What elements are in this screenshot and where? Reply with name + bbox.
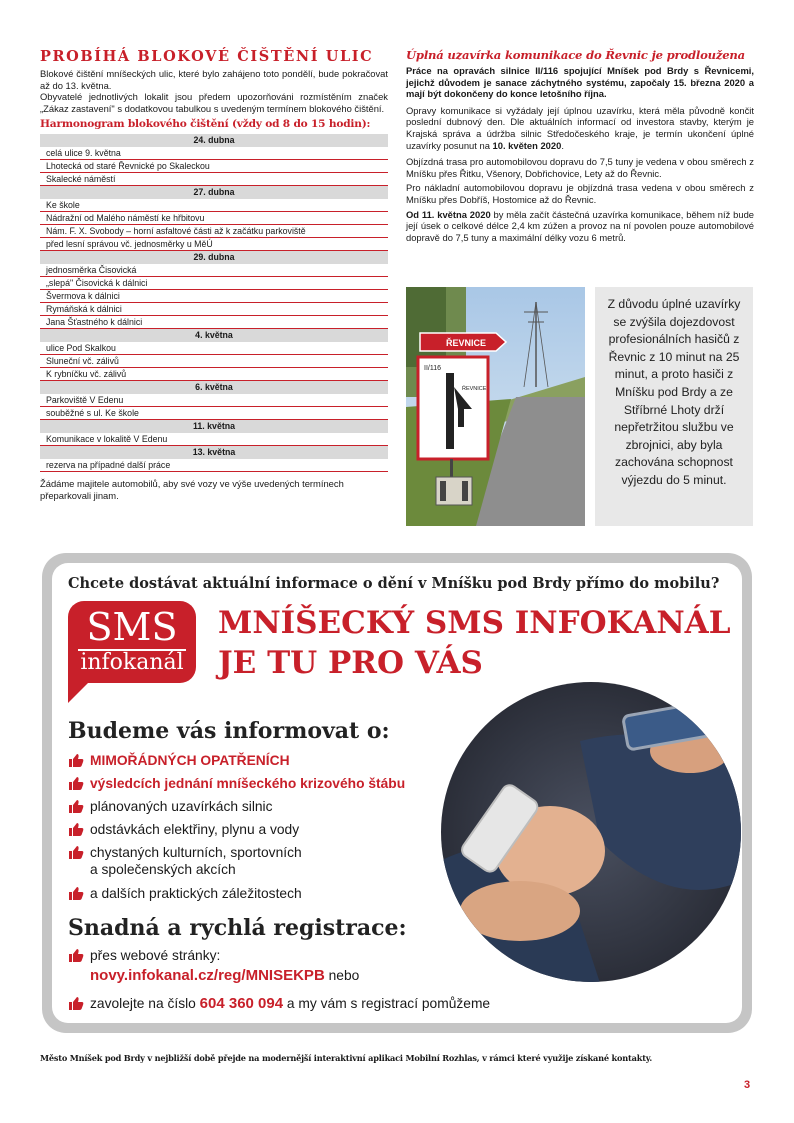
sms-question: Chcete dostávat aktuální informace o dění v Mníšku pod Brdy přímo do mobilu? (68, 575, 720, 592)
schedule-street: „slepá" Čisovická k dálnici (40, 277, 388, 290)
phone-number[interactable]: 604 360 094 (199, 995, 284, 1012)
thumbs-up-icon (68, 799, 84, 814)
registration-title: Snadná a rychlá registrace: (68, 915, 407, 941)
sign-arrow-text: ŘEVNICE (446, 338, 487, 348)
schedule-date: 6. května (40, 381, 388, 394)
schedule-date: 4. května (40, 329, 388, 342)
schedule-street: Ke škole (40, 199, 388, 212)
firefighters-note-text: Z důvodu úplné uzavírky se zvýšila dojezdovost profesionálních hasičů z Řevnic z 10 minut na 25 minut, a proto hasiči z Mníšku pod Brdy a ze Stříbrné Lhoty drží nepřetržitou službu ve zbrojnici, aby byla zachována schopnost výjezdu do 5 minut. (607, 297, 741, 487)
phone-prefix: zavolejte na číslo (90, 996, 200, 1011)
schedule-street: jednosměrka Čisovická (40, 264, 388, 277)
inform-title: Budeme vás informovat o: (68, 718, 390, 744)
schedule-street: Nám. F. X. Svobody – horní asfaltové části až k začátku parkoviště (40, 225, 388, 238)
street-cleaning-intro-2: Obyvatelé jednotlivých lokalit jsou předem upozorňováni rozmístěním značek „Zákaz zastavení" s dodatkovou tabulkou s uvedeným termínem blokového čištění. (40, 91, 388, 114)
schedule-street: Jana Šťastného k dálnici (40, 316, 388, 329)
schedule-table (40, 134, 388, 472)
schedule-street: Švermova k dálnici (40, 290, 388, 303)
logo-speech-tail (68, 681, 90, 703)
inform-list (68, 752, 448, 912)
road-sign-photo (406, 287, 585, 526)
road-closure-paragraph-3: Pro nákladní automobilovou dopravu je objízdná trasa vedena v obou směrech z Mníšku přes Dobříš, Hostomice až do Řevnic. (406, 182, 754, 205)
inform-item-text: plánovaných uzavírkách silnic (90, 799, 273, 814)
schedule-street: K rybníčku vč. zálivů (40, 368, 388, 381)
firefighters-note (595, 287, 753, 526)
street-cleaning-article (40, 48, 388, 502)
inform-item-text: a společenských akcích (90, 862, 236, 877)
sms-headline (218, 603, 731, 683)
paragraph-text: . (561, 139, 564, 151)
sign-destination: ŘEVNICE (462, 386, 487, 392)
headline-line-1: MNÍŠECKÝ SMS INFOKANÁL (218, 605, 731, 641)
inform-item-text: výsledcích jednání mníšeckého krizového štábu (90, 776, 406, 791)
sign-road-number: II/116 (424, 365, 441, 372)
thumbs-up-icon (68, 776, 84, 791)
paragraph-text: by měla začít částečná uzavírka komunikace, během níž bude její úsek o celkové délce 2,4 km zúžen a provoz na ní povolen pouze automobilové dopravě do 7,5 tuny a maximální délky vozu 6 metrů. (406, 208, 754, 243)
footer-note: Město Mníšek pod Brdy v nejbližší době přejde na modernější interaktivní aplikaci Mobilní Rozhlas, v rámci které využije získané kontakty. (40, 1053, 653, 1063)
partial-closure-date: Od 11. května 2020 (406, 208, 491, 220)
road-closure-article (406, 48, 754, 243)
registration-phone-line (90, 995, 490, 1012)
street-cleaning-title: PROBÍHÁ BLOKOVÉ ČIŠTĚNÍ ULIC (40, 48, 374, 65)
schedule-street: Lhotecká od staré Řevnické po Skaleckou (40, 160, 388, 173)
thumbs-up-icon (68, 948, 84, 963)
schedule-street: rezerva na případné další práce (40, 459, 388, 472)
paragraph-text: Opravy komunikace si vyžádaly její úplnou uzavírku, která měla původně končit poslední dubnový den. Dle aktuálních informací od investora stavby, kterým je Krajská správa a údržba silnic Středočeského kraje, je termín ukončení úplné uzavírky posunut na (406, 104, 754, 151)
thumbs-up-icon (68, 845, 84, 860)
inform-item-text: chystaných kulturních, sportovních (90, 845, 302, 860)
schedule-street: Parkoviště V Edenu (40, 394, 388, 407)
road-closure-paragraph-2: Objízdná trasa pro automobilovou dopravu do 7,5 tuny je vedena v obou směrech z Mníšku přes Řitku, Všenory, Dobřichovice, Lety až do Řevnic. (406, 156, 754, 179)
road-closure-paragraph-4 (406, 209, 754, 244)
phone-suffix: a my vám s registrací pomůžeme (283, 996, 491, 1011)
logo-infokanal-text: infokanál (78, 649, 186, 675)
closure-end-date: 10. květen 2020 (492, 139, 562, 151)
thumbs-up-icon (68, 886, 84, 901)
road-closure-paragraph-1 (406, 105, 754, 151)
registration-link-suffix: nebo (324, 968, 360, 983)
sms-infokanal-content (52, 563, 742, 1023)
street-cleaning-intro: Blokové čištění mníšeckých ulic, které bylo zahájeno toto pondělí, bude pokračovat až do 13. května. (40, 68, 388, 91)
registration-web-text: přes webové stránky: (90, 948, 221, 963)
schedule-note: Žádáme majitele automobilů, aby své vozy ve výše uvedených termínech přeparkovali jinam. (40, 478, 344, 501)
schedule-street: Nádražní od Malého náměstí ke hřbitovu (40, 212, 388, 225)
inform-item-text: MIMOŘÁDNÝCH OPATŘENÍCH (90, 753, 290, 768)
schedule-street: Sluneční vč. zálivů (40, 355, 388, 368)
schedule-date: 24. dubna (40, 134, 388, 147)
schedule-date: 11. května (40, 420, 388, 433)
schedule-date: 13. května (40, 446, 388, 459)
registration-options (68, 947, 568, 1017)
inform-item-text: odstávkách elektřiny, plynu a vody (90, 822, 300, 837)
registration-web-link-line (90, 967, 359, 984)
schedule-date: 27. dubna (40, 186, 388, 199)
registration-link[interactable]: novy.infokanal.cz/reg/MNISEKPB (90, 967, 325, 984)
schedule-street: před lesní správou vč. jednosměrky u MěÚ (40, 238, 388, 251)
road-closure-title: Úplná uzavírka komunikace do Řevnic je prodloužena (406, 48, 745, 62)
inform-item-text: a dalších praktických záležitostech (90, 886, 302, 901)
headline-line-2: JE TU PRO VÁS (218, 645, 483, 681)
road-closure-lead: Práce na opravách silnice II/116 spojující Mníšek pod Brdy s Řevnicemi, jejichž důvodem je sanace záchytného systému, započaly 15. března 2020 a mají být dokončeny do konce letošního října. (406, 65, 754, 100)
phones-photo (440, 681, 742, 983)
thumbs-up-icon (68, 996, 84, 1011)
schedule-street: Skalecké náměstí (40, 173, 388, 186)
logo-sms-text: SMS (86, 605, 178, 649)
schedule-street: Rymáňská k dálnici (40, 303, 388, 316)
page-number: 3 (744, 1079, 751, 1091)
thumbs-up-icon (68, 822, 84, 837)
schedule-street: Komunikace v lokalitě V Edenu (40, 433, 388, 446)
schedule-date: 29. dubna (40, 251, 388, 264)
schedule-street: souběžné s ul. Ke škole (40, 407, 388, 420)
schedule-street: ulice Pod Skalkou (40, 342, 388, 355)
thumbs-up-icon (68, 753, 84, 768)
schedule-street: celá ulice 9. května (40, 147, 388, 160)
schedule-title: Harmonogram blokového čištění (vždy od 8 do 15 hodin): (40, 118, 371, 131)
sms-infokanal-logo (68, 601, 196, 683)
